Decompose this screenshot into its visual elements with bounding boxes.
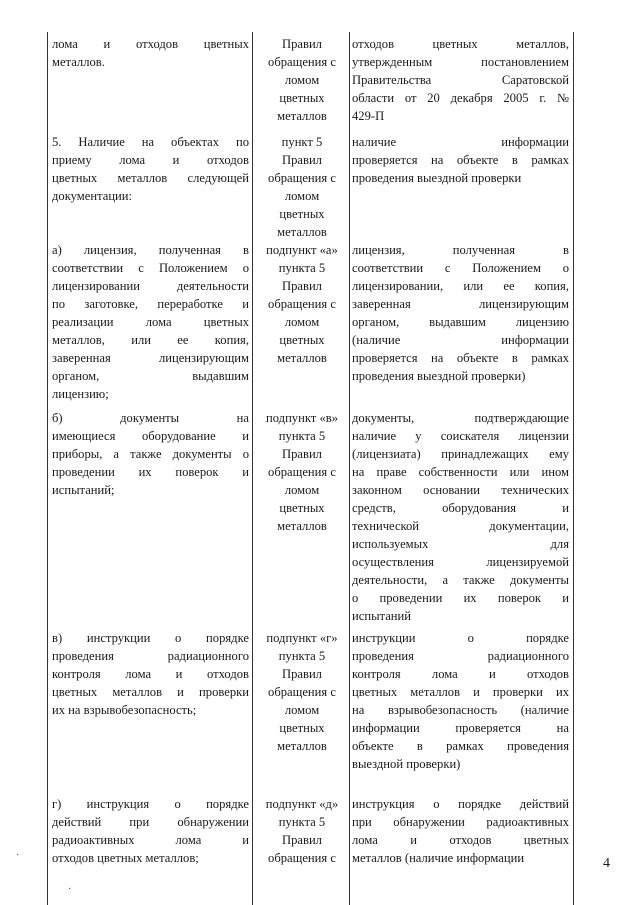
text-line: цветных металлов следующей bbox=[52, 171, 249, 185]
text-line: средств, оборудования и bbox=[352, 501, 569, 515]
text-line: лома и отходов цветных bbox=[352, 833, 569, 847]
text-line: металлов bbox=[277, 351, 327, 365]
text-line: проведении их поверок и bbox=[52, 465, 249, 479]
text-line: в) инструкции о порядке bbox=[52, 631, 249, 645]
text-line: Правил bbox=[282, 153, 322, 167]
text-line: лицензировании, или ее копия, bbox=[352, 279, 569, 293]
cell-cont-col3 bbox=[352, 35, 569, 125]
text-line: лицензию; bbox=[52, 387, 109, 401]
page-number: 4 bbox=[603, 856, 610, 871]
column-divider-1 bbox=[252, 32, 253, 905]
text-line: Правил bbox=[282, 667, 322, 681]
text-line: инструкции о порядке bbox=[352, 631, 569, 645]
text-line: приборы, а также документы о bbox=[52, 447, 249, 461]
cell-item-v-col3 bbox=[352, 629, 569, 773]
text-line: пункт 5 bbox=[281, 135, 323, 149]
text-line: металлов bbox=[277, 519, 327, 533]
text-line: при обнаружении радиоактивных bbox=[352, 815, 569, 829]
text-line: отходов цветных металлов; bbox=[52, 851, 199, 865]
text-line: Правил bbox=[282, 833, 322, 847]
text-line: металлов (наличие информации bbox=[352, 851, 525, 865]
text-line: осуществления лицензируемой bbox=[352, 555, 569, 569]
scan-mark: · bbox=[16, 850, 20, 861]
cell-item-v-col1 bbox=[52, 629, 249, 719]
text-line: обращения с bbox=[268, 685, 336, 699]
text-line: соответствии с Положением о bbox=[52, 261, 249, 275]
table-border-left bbox=[47, 32, 48, 905]
text-line: по заготовке, переработке и bbox=[52, 297, 249, 311]
text-line: цветных bbox=[279, 721, 325, 735]
text-line: а) лицензия, полученная в bbox=[52, 243, 249, 257]
text-line: обращения с bbox=[268, 851, 336, 865]
cell-item5-col1 bbox=[52, 133, 249, 205]
cell-item-a-col3 bbox=[352, 241, 569, 385]
cell-item-b-col3 bbox=[352, 409, 569, 625]
text-line: пункта 5 bbox=[278, 649, 326, 663]
text-line: ломом bbox=[284, 73, 320, 87]
text-line: на праве собственности или ином bbox=[352, 465, 569, 479]
text-line: документы, подтверждающие bbox=[352, 411, 569, 425]
scan-mark: · bbox=[68, 884, 72, 895]
text-line: испытаний bbox=[352, 609, 411, 623]
text-line: подпункт «а» bbox=[266, 243, 338, 257]
text-line: ломом bbox=[284, 189, 320, 203]
text-line: лома и отходов цветных bbox=[52, 37, 249, 51]
text-line: пункта 5 bbox=[278, 429, 326, 443]
cell-item5-col3 bbox=[352, 133, 569, 187]
text-line: цветных bbox=[279, 207, 325, 221]
text-line: 429-П bbox=[352, 109, 385, 123]
text-line: ломом bbox=[284, 483, 320, 497]
text-line: приему лома и отходов bbox=[52, 153, 249, 167]
text-line: обращения с bbox=[268, 55, 336, 69]
text-line: заверенная лицензирующим bbox=[52, 351, 249, 365]
column-divider-2 bbox=[349, 32, 350, 905]
cell-item-g-col1 bbox=[52, 795, 249, 867]
text-line: проведения радиационного bbox=[52, 649, 249, 663]
text-line: контроля лома и отходов bbox=[52, 667, 249, 681]
cell-item-b-col1 bbox=[52, 409, 249, 499]
text-line: проверяется на объекте в рамках bbox=[352, 351, 569, 365]
text-line: подпункт «д» bbox=[265, 797, 339, 811]
text-line: наличие информации bbox=[352, 135, 569, 149]
text-line: соответствии с Положением о bbox=[352, 261, 569, 275]
text-line: выездной проверки) bbox=[352, 757, 461, 771]
text-line: деятельности, а также документы bbox=[352, 573, 569, 587]
text-line: г) инструкция о порядке bbox=[52, 797, 249, 811]
text-line: ломом bbox=[284, 703, 320, 717]
cell-item-v-col2 bbox=[256, 629, 348, 755]
text-line: металлов bbox=[277, 225, 327, 239]
text-line: (лицензиата) принадлежащих ему bbox=[352, 447, 569, 461]
text-line: металлов. bbox=[52, 55, 105, 69]
cell-item-g-col2 bbox=[256, 795, 348, 867]
text-line: цветных металлов и проверки bbox=[52, 685, 249, 699]
requirements-table bbox=[47, 32, 574, 905]
text-line: цветных bbox=[279, 501, 325, 515]
text-line: пункта 5 bbox=[278, 815, 326, 829]
text-line: 5. Наличие на объектах по bbox=[52, 135, 249, 149]
text-line: их на взрывобезопасность; bbox=[52, 703, 197, 717]
cell-item-g-col3 bbox=[352, 795, 569, 867]
text-line: проверяется на объекте в рамках bbox=[352, 153, 569, 167]
text-line: контроля лома и отходов bbox=[352, 667, 569, 681]
text-line: проведения радиационного bbox=[352, 649, 569, 663]
text-line: действий при обнаружении bbox=[52, 815, 249, 829]
text-line: документации: bbox=[52, 189, 133, 203]
text-line: реализации лома цветных bbox=[52, 315, 249, 329]
text-line: Правил bbox=[282, 279, 322, 293]
cell-cont-col1 bbox=[52, 35, 249, 71]
text-line: цветных металлов и проверки их bbox=[352, 685, 569, 699]
text-line: органом, выдавшим лицензию bbox=[352, 315, 569, 329]
text-line: б) документы на bbox=[52, 411, 249, 425]
text-line: утвержденным постановлением bbox=[352, 55, 569, 69]
text-line: цветных bbox=[279, 333, 325, 347]
text-line: технической документации, bbox=[352, 519, 569, 533]
text-line: наличие у соискателя лицензии bbox=[352, 429, 569, 443]
text-line: инструкция о порядке действий bbox=[352, 797, 569, 811]
text-line: Правил bbox=[282, 447, 322, 461]
text-line: имеющиеся оборудование и bbox=[52, 429, 249, 443]
text-line: (наличие информации bbox=[352, 333, 569, 347]
text-line: обращения с bbox=[268, 171, 336, 185]
text-line: о проведении их поверок и bbox=[352, 591, 569, 605]
text-line: металлов, или ее копия, bbox=[52, 333, 249, 347]
text-line: лицензировании деятельности bbox=[52, 279, 249, 293]
text-line: на взрывобезопасность (наличие bbox=[352, 703, 569, 717]
text-line: металлов bbox=[277, 739, 327, 753]
text-line: Правил bbox=[282, 37, 322, 51]
cell-item5-col2 bbox=[256, 133, 348, 241]
text-line: радиоактивных лома и bbox=[52, 833, 249, 847]
cell-item-a-col1 bbox=[52, 241, 249, 403]
text-line: обращения с bbox=[268, 297, 336, 311]
text-line: используемых для bbox=[352, 537, 569, 551]
text-line: области от 20 декабря 2005 г. № bbox=[352, 91, 569, 105]
table-border-right bbox=[573, 32, 574, 905]
text-line: проведения выездной проверки bbox=[352, 171, 522, 185]
cell-item-a-col2 bbox=[256, 241, 348, 367]
text-line: отходов цветных металлов, bbox=[352, 37, 569, 51]
text-line: ломом bbox=[284, 315, 320, 329]
text-line: органом, выдавшим bbox=[52, 369, 249, 383]
text-line: металлов bbox=[277, 109, 327, 123]
text-line: Правительства Саратовской bbox=[352, 73, 569, 87]
cell-cont-col2 bbox=[256, 35, 348, 125]
text-line: информации проверяется на bbox=[352, 721, 569, 735]
text-line: лицензия, полученная в bbox=[352, 243, 569, 257]
text-line: испытаний; bbox=[52, 483, 115, 497]
cell-item-b-col2 bbox=[256, 409, 348, 535]
text-line: пункта 5 bbox=[278, 261, 326, 275]
text-line: подпункт «в» bbox=[265, 411, 338, 425]
text-line: обращения с bbox=[268, 465, 336, 479]
text-line: объекте в рамках проведения bbox=[352, 739, 569, 753]
text-line: заверенная лицензирующим bbox=[352, 297, 569, 311]
text-line: проведения выездной проверки) bbox=[352, 369, 526, 383]
text-line: цветных bbox=[279, 91, 325, 105]
text-line: подпункт «г» bbox=[266, 631, 338, 645]
text-line: законном основании технических bbox=[352, 483, 569, 497]
